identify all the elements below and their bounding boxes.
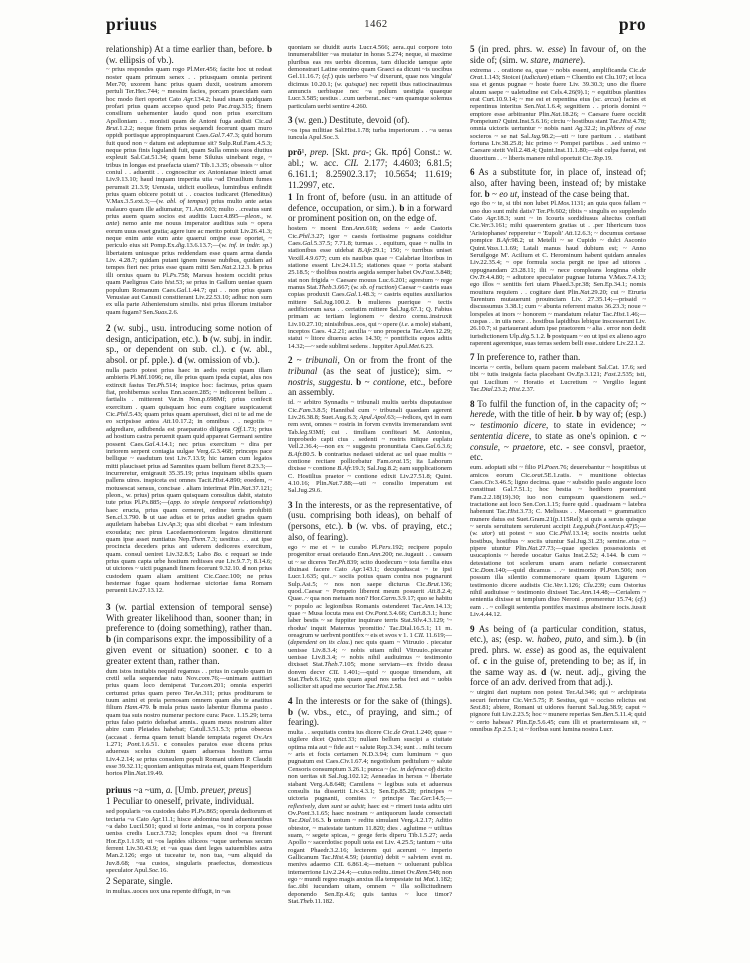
citation-text: nulla pacto potest prius haec in aedis recipi quam illam ambieris Pl.Mil.1096; ne, ille prius quam ipsda cupiat, alus nos extinxit fastus Ter.Ph.514; inspice hoc: facimus, prius quam fiat, prohibemus scelus Enn.scaen.285; ~ indicerent bellum .. fartialis . mitterent Var.in Non.p.698Mf; prius confecit exercitum . quam quisquam hoc eum cogitare suspicauerat Cic.Phil.5.43; quam prius quam aperuisset, dici ni te ad me de eo scripsisse antea Att.10.17.2; in omnibus . . negotiis ~ adgrediare, adhibenda est praeparatio diligens Off.1.73; prius ad hostium castra peruenit quam quid appareat Germani sentire possent Caes.Gal.4.14.1; nec prius exercitum ~ dira per inriorem serpent contagia uulgae Verg.G.3.468; princeps pace bellique ~ easdutum test Liv.7.13.9; hic tamen cum legatos mitti plaucisset prius ad Samnites quam bellum fieret 8.23.3;—incurreretur, emigrauit 35.35.19; prius inquinam sibilis quam pallens uires. inspiceta est omnes Tacit.Hist.4.890; eoedem, ~ motusescat sensus, concisae . aliam interimat Plin.Nat.37.121; pleon., w. prius) prius quam quisquam consulius dabit, statuto tute prius Pl.Ps.885;—(app. to simple temporal relationship) haec eructa, prius quam cerneret, ordine terris prohibiti Sen.cl.3.790. b ut uae adtas et te prius audiei gradus quam aquileiam habebas Liv.Ap.3; qua sibi dicebat ~ eam infestum exoudata; nec pirus Lacedaemoniorum legatos dimitterunt quam ipse asset nuntiatus Nep.Them.7.3; uestitus . . aut ipse procincta deceders prius ant uderem dediceres exercitum, quam. consul ueniret Liv.32.8.5; Labo Bo. c requari se inde prius quam capta urbe hostium rediisses eue Liv.9.7.7; 8.14.6; ut uictores ~ uicti pugnandi finem fecerunt 9.32.10. d non prius custodem quam aliam amittent Cic.Caec.100; ne prius hesternae fugae quam hodiernae uictoriae fama Romam peruenit Liv.27.13.12.: [106, 367, 273, 595]
sense-heading: 5 (in pred. phrs. w. esse) In favour of, on the side of; (sim. w. stare, manere).: [470, 44, 646, 65]
sense-heading: 9 As being of (a particular condition, status, etc.), as; (esp. w. habeo, puto, and sim.). b (in pred. phrs. w. esse) as good as, the equivalent of. c in the guise of, pretending to be; as if, in the same way as. d (w. neut. adj., giving the force of an adv. derived from that adj.).: [470, 623, 646, 688]
running-head-left: priuus: [106, 14, 158, 34]
sense-heading: 3 In the interests, or as the representative, of (usu. comprising both ideas), on behalf of (persons, etc.). b (w. vbs. of praying, etc.; also, of fearing).: [288, 499, 452, 543]
column-3: [466, 44, 646, 952]
citation-text: ~ uirgini dari nuptum non potest Ter.Ad.346; qui ~ archipirata securi feriretur Cic.Ver.5.75; P. Sestius, qui ~ occiso relictus est Sest.81; abiere, Romani ut uidores fuerunt Sal.Jug.38.9; caput ~ pignore fuit Liv.2.23.5; hoc ~ munere reperias Sen.Ben.5.11.4; quid ~ certo habeas? Plin.Ep.5.6.45; cum illi et praetermissam sit, ~ omnibus Ep.2.5.1; si ~ foribus sunt lumina nostra Lucr.: [470, 689, 646, 733]
column-container: [106, 44, 646, 952]
sense-heading: 7 In preference to, rather than.: [470, 352, 581, 363]
citation-text: multa . . sequitatis contra ius dicere Cic.de Orat.1.240; quae ~ uigilere dicet Quinct.33; nullam bellum suscipi a ciuitate optima mia aut ~ fide aut ~ salute Rep.3.34; sunt . . mihi tecum ~ aris et focis certamen N.D.3.94; cum luminum ~ quo pugnatum est Caes.Civ.1.67.4; negotiolum peditulum ~ salute Censoris consumptum 3.26.1; punca ~ (sc. in defence of) dicito non ueritas sit Sal.Jug.102.12; Aeneadas in hersus ~ libertate stabant Verg.A.8.648; Camilens ~ legibus suis et aduersus consulis ita dissertit Liv.4.3.1; Sen.Ep.85.28; principes ~ uictoria pugnanti, comites ~ principe Tac.Ger.14.5;—reflexively, dum sunt se adsit; haec est ~ rimeri iusta aditu uiri Ov.Pont.3.1.65; haec nostram ~ antiquorum laude consectati Tac.Dial.16.3. b uotum ~ reditu simulant Verg.A.2.17; Aditio obtestor, ~ maiestate tantum 11.820; dies . aglutime ~ utilitas suam, ~ segete spicas, ~ grege feris diperu Tib.1.5.27; aeda Apollo ~ sacerdotisc populi uota est Liv. 4.25.5; tantum ~ uita rogant Phaedr.3.2.16; lecterem qui acerunt ~ imperio Gallicanum Tac.Hist.4.59; (stantia) debit ~ salvtem evnt m. menivs adaemo CIL 6.861.4;—metuen ~ uoluerant publica intemerrione Liv.2.24.4;—cuius reditu..timet Ov.Rem.548; non ego ~ mundi regno magis anxius illa tempestate tui Mat.1.182; fac..tibi iucundam uitam, omnem ~ illa sollicitudinem deponendo Sen.Ep.4.6; quis tantus ~ luce timor? Stat.Theb.11.182.: [288, 729, 453, 906]
sense-heading: 2 (w. subj., usu. introducing some notion of design, anticipation, etc.). b (w. subj. in indir. sp., or dependent on sub. cl.). c (w. abl., absol. or pf. pple.). d (w. omission of vb.).: [106, 322, 273, 366]
sense-heading: 3 (w. gen.) Destitute, devoid (of).: [288, 115, 410, 126]
definition-text: relationship) At a time earlier than, before. b (w. ellipsis of vb.).: [106, 44, 272, 65]
citation-text: id. ~ arbitro Synnadis ~ tribunali multis uerbis disputauisse Cic.Fam.3.8.5; Hannibal cum ~ tribunali quaedam agerent Liv.26.38.8; Suet.Aug.6.3; Apul.Apol.63;—ivdices, qvi in eam rem svnt, omnes ~ rostris in forvm cvnvits invmerandam svnt Tab.leg.93Mf; cui . timiliam confiteari M. Antonius, improbedo capti cius . sedenti ~ rostris iniique euplatu Vell.2.36.4;—non ex ~ suggestu pronuntiata Caes.Gal.6.3.6; B.Afr.80.5. b contrarius nedasei uiderat ac uel quae multis ~ contione recitare pollicebatur Fam.orat.15; ita Laborum dixisse ~ contione B.Afr.19.3; Sal.Jug.8.2; eam supplicationem C. Hostilius praetor ~ contione edixit Liv.27.51.8; Quint. 4.10.16; Plin.Nat.7.88;—uti ~ consilio imperatum est Sal.Jug.29.6.: [288, 399, 453, 495]
sense-heading: 2 ~ tribunali, On or from the front of the tribunal (as the seat of justice); sim. ~ nostris, suggestu. b ~ contione, etc., before an assembly.: [288, 355, 453, 398]
sense-heading: 1 Peculiar to oneself, private, individual.: [106, 796, 254, 807]
sense-heading: 4 In the interests or for the sake of (things). b (w. vbs., etc., of praying, and sim.; of fearing).: [288, 695, 452, 728]
citation-text: ~os ipsa militiae Sal.Hist.1.78; turba imperiorum . . ~a ueras iuncula Apul.Soc.3.: [288, 126, 453, 142]
column-2: [286, 44, 466, 952]
citation-text: dum istos inuitabis nequid regamus . . prius in capulo quam in cretil sella sequendae natu Nov.com.76;—unimam autitiari prius quam loco demiperat Tur.com.201; omnia experiri certumst prius quam pereo Ter.An.311; prius proditurum te tuum animi et preia pernosam omnem quam abs te anatitus filium Ham.479. b mula prius uasto labentur flumma pasto . quam tua suis nostro numerar pectore cura: Pace. 1.15.29; terra prius falso patrio deluebat amnis.. quam meus nostrum aliter abire cum Pleiades habebat; Catull.3.51.5.3; prius obsecus (accasat . ferma quam tenuit blande temptata regeret Ov.Ars 1.271; Pont.1.6.51. c consules paratos esse dicens prius aduersus scelus ciuium quam aduersus hostium arma Liv.4.2.14; se prius consulem populi Romani uidem P. Claudii esse 39.32.11; quoniam antiquitas mirata est, quam Hesperidum hortos Plin.Nat.19.49.: [106, 667, 272, 778]
sense-heading: 2 Separate, single.: [106, 876, 173, 887]
sense-heading: priuus ~a ~um, a. [Umb. preuer, preus]: [106, 784, 252, 795]
citation-text: ego ibo ~ te, si tibi non lubet Pl.Mos.1131; an quia quos fallam ~ uno duo sunt mihi datis? Ter.Ph.602; tibiis ~ singulis eo supplendo Cato Agr.18.3; sunt ~ in Icouris sordidiusus altectus confiati Cic.Ver.3.161; mihi quaerentem gratias ut . .per Ithericum tuos 'Aristophanes' repperetur ~ 'Eupoli' Att.12.6.3; ~ documus certasse pompice B.Afr.98.2; ut Metelli ~ se Cupido ~ dulci Asconio Quint.Vass.1.1.69; Latali manus haud dubium est; ~ Anno Seruilgoge M'. Acilium et C. Herominum habent quidam annales Liv.22.35.4; ~ ope formula socia pergit ne ipse ad uitores . oppugnandam 23.28.11; ilii ~ nece compleans longinna obdir Ov.Tr.4.4.80; ~ adiutore speculator pugnae Iuturna V.Max.7.4.13; ego illos ~ sentitis feri uiam Phaed.3.pr.38; Sen.Ep.34.1; nomis mouitura requiem . . cogitare dant Plin.Nat.29.20; cui ~ Etruria Tarentum mutauerunt prouinciam Liv. 27.35.14;—prisaid ~ discussumus 3.38.1; cum ~ abunta referrent maius 36.23.3; noue ~ lorspeles at inors ~ honorem ~ mandatum relatur Tac.Hist.1.46;—cuspas . . in uiis nece . . hostibus lapidibus lebique inscesserunt Liv. 26.10.7; si pariauerant adum ipse praetorem ~ alia . error non dedit iurisdictionem Ulp.dig.5.1.2. b postquam ~ eo ut ipsi ex alieno agro raperent agerentque, suas terras sedem belli esse..uidere Liv.22.1.2.: [470, 200, 646, 347]
sense-heading: 1 In front of, before (usu. in an attitude of defence, occupation, or sim.). b in a forward or prominent position on, on the edge of.: [288, 191, 452, 224]
citation-text: sed popularis ~os custodes dabo Pl.Ps.865; operula dediorum et tectaria ~a Cato Agr.11.1; hisce abdomina tund adueniuntibus ~a dabo Lucil.501; quod si forte animas, ~os in corpora posse ueniss credis Lucr.3.732; loncples epum dnoi ~a firerunt Hor.Ep.1.1.93; ut ~os lapides siliceos ~uque uerbenas secum ferrent Liv.30.43.9; et ~as quas dant leges uaiuemblies astra Man.2.126; ergo ut tuceatur te, non tua, ~um aliquid da Juv.8.68; ~ua custos, singularis praefectus, domesticus speculator Apul.Soc.16.: [106, 808, 272, 874]
citation-text: in multas..uoces uox una repente diffugit, in ~as: [106, 888, 231, 896]
sense-heading: prō¹, prep. [Skt. pra-; Gk. πρό] Const.: w. abl.; w. acc. CIL 2.177; 4.4603; 6.81.5; 6.161.1; 8.25902.3.17; 10.5654; 11.619; 11.2997, etc.: [288, 146, 453, 190]
citation-text: ~ prius respondes quam rogo Pl.Mer.456; facite hoc ut redeat noster quam primum senex . . priusquam omnia perirent Mer.70; uxorem hanc prius quam duxit, uostrum amorem pertuli Ter.Hec.744; ~ messim facies, porcam praecidam eam hoc modo fieri oportet Cato Agr.134.2; haud sinam quidquam profari prius quam accepso quod peto Pac.trag.315; finem consilium uehementer laudo quod non prius exercitum Apolloniam . . monisti quam de Antoni fuga audisti Cic.ad Brut.1.2.2; neque finem prius sequendi fecerunt quam muro oppidi portisque appropinquarunt Caes.Gal.7.47.3; quid horum fuit quod non ~ datum est adeptumue sit? Sulp.Ruf.Fam.4.5.3; neque prius finis lugulandi fuit, quam Sulla omnis suos diutius expleuit Sal.Cat.51.34; quam bene Siluius uinebant rege, ~ tribus in longas est praefacta uiam? Tib.1.3.35; obsessis ~ ultor coniul . . aduentit . . cognoscitur ex Antonianae iniecti amat Liv.9.13.10; haud inquam imperita uiia ~ad Drusilium fumes perumsit 21.3.9; Uenusia, uidicit euolleus, luminibus enfindit prius quam obicere potuit ut . . coactos iudicaret (Heneditus) V.Max.3.5.ext.3;—(w. abl. of tempus) prius multo ante aetas malauro quam ille adiumatur, 71.Am.603; multo . .creatus sunt prius auem quam socios est auditis Lucr.4.895—pleon., w. ante) nemo ante me nouus imperator auditius suis ~ opera eorum uuus esset gratia; agere iure ac merito potuit Liv.26.41.3; neque enim ante eum ante quaerui omjne esse oportet, ~ periculo eius sit Pomp.Ex.dig.13.6.13.7;—(w. inf. in indir. sp.) libertatem uniusque prius reddendam esse quam arma danda Liv. 4.28.7; quidam putant ignem inesse nubibus, quidam ad tempes fieri nec prius esse quam mitti Sen.Nat.2.12.3. b prius illi ornius quam tu Pl.Ps.758; Marsus hostem occidit prius quam Paelignus Cato hist.53; se prius in Gallum ueniae quam populum Romanum Caes.Gal.1.44.7; qui . . non prius quam Venusiae aut Canusii constiterant Liv.22.53.10; adhuc non sum ex ulla parte Atheniensium similis. nisi prius illorum imitabor quam fugam? Sen.Suas.2.6.: [106, 66, 273, 316]
citation-text: quoniam se diuidit auris Lucr.4.566; aera..qui corpore toto innumerabiliter ~as mutatur in horas 5.274; neque, si maxime pluribus eas res uerbis dicemus, tam dilucide tamque apte demonstrari Latine omnino quam Graeci ea dicunt ~is uocibus Gel.11.16.7; (cf.) quis uerbero '~a' dixerunt, quae nos 'singula' dicimus 10.20.1; (w. quisque) nec repetii ibus ratiocinauimus annuncis uerbisque nec ~a pollum uestigia quaeque Lucr.3.585; uestius . .cum uerberat..nec ~am quamque solemus particulam uerbi sentire 4.260.: [288, 44, 452, 110]
sense-heading: 8 To fulfil the function of, in the capacity of; ~ herede, with the title of heir. b by way of; (esp.) ~ testimonio dicere, to state in evidence; ~ sententia dicere, to state as one's opinion. c ~ consule, ~ praetore, etc. - see consvl, praetor, etc.: [470, 398, 646, 463]
citation-text: eum. adoptati sibi ~ filio Pl.Poen.76; deuerebantur ~ hospitibus ut amicos eorum Cic.orat.5E.1.ratis. ~ munitione obiectas Caes.Civ.3.46.5; ligno decima. quae ~ subsidio paulo anguste loco constituat Gal.7.51.1; hoc bestia ~ hedibero praemiunt Fam.2.2.18(19).30; iuo non cumpsum quaestionem sed..~ tractatione aut loco Sen.Con.1.15; fuere quid . quadraam ~ latebra habenunt Tac.Hist.3.73; C. Melissus . . Maecenati ~ grammatico munere datus est Suet.Gram.21(p.115Rel); si quis a seruis quisque ~ seruis seruitutem seruierunt accipit Leg.pub.(Font.iur.p.47)5;—(w. utor) uti potest ~ suo Cic.Phil.13.14; sociis nostris uelut hostibus, hostibus ~ sociis utuntur Sal.Jug.31.23; semine..eius ~ pipere utuntur Plin.Nat.27.73;—quae species possessionis et usucapionis ~ herede uocatur Gaius Inst.2.52; 4.144. b cum ~ detestatione tot scelerum unam aram nefarie consecrarent Cic.Dom.140;—quid dicamus . .~ testimonio Pl.Pom.506; non possum illa silentio commemorare quam ipsum Ligurem ~ testimonio dicere audistis Cic.Ver.1.126; Clu.239; cum Ostorius nihil audiuisse ~ testimonio dixisset Tac.Ann.14.48;—Cerialem ~ sententia dixisse ut templum diuo Neroni . promeretur 15.74; (cf.) eam . . ~ collegii sententia pontifex maximus abstinere iocis..iussit Liv.4.44.12.: [470, 464, 646, 619]
column-1: [106, 44, 286, 952]
page-number: 1462: [364, 19, 388, 30]
citation-text: hostem ~ moeni Enn.Ann.618; sedens ~ aede Castoris Cic.Phil.3.27; igor ~ caesis fortissime pugnans coididtur Caes.Gal.5.37.5; 7.71.8; turmas . . equitum, quae ~ nullis in stationibus esse uidebat B.Afr.29.1; 150; ~ turribus uniset Vexill.4.9.677; cum eis nauibus quae ~ Calabriae litoribus in statione essent Liv.24.11.5; stationes quae ~ porta stabant 25.18.5; ~ tholibus nostris aegida semper habet Ov.Fast.3.848; stat non frigida ~ Caesare mouus Luc.6.201; agrestum ~ rege manus Stat.Theb.3.667; (w. sb. of ruction) Caesar ~ castris suas copias produxit Caes.Gal.1.48.3; ~ castris equites auxiliarios mittere Sal.Jug.100.2. b mulieres puerique ~ tectis aedificiorum saxa . . certatim mittere Sal.Jug.67.1; Q. Fabius primam ac tertiam legionem ~ dextro cornu..instruxit Liv.10.27.10; ninisibibus..eos, qui ~ opere (i.e. a mole) stabant, inceptos Caes. 4.2.21; auxilia ~ uno prospecta Tac.Ann.12.29; statui ~ litore diuersu actes 14.30; ~ pontificiis equos aditis 14.32;—~ sede sublimi sedens . Iuppiter Apul.Met.6.23.: [288, 225, 453, 350]
sense-heading: 3 (w. partial extension of temporal sense) With greater likelihood than, sooner than; in preference to (doing something), rather than. b (in comparisons expr. the impossibility of a given event or situation) sooner. c to a greater extent than, rather than.: [106, 601, 272, 666]
citation-text: incerta ~ certis, bellum quam pacem malebant Sal.Cat. 17.6; sed tibi ~ tutis insignia facta placebant Ov.Ep.3.121; Fast.2.535; isti, qui Lucilium ~ Horatio et Lucretium ~ Vergilio legunt Tac.Dial.23.2; Hist.2.37.: [470, 364, 646, 394]
citation-text: ego ~ me et ~ te curabo Pl.Pers.192; recipere populo progenitor eruat oreiaudo Enn.Ann.200; ne..iugauit . . cassam ut ~ se diceres Ter.Ph.839; scito duodecum ~ tota familia eius diuinasi facere Cato Agr.143.1; decupuduscat ~ te ipsi Lucr.1.635; qui..~ sociis potius quam contra nos pugnarunt Sulp.Asi.5; ~ nos non saepe dicturus Cic.Brut.136; quod..Caesar ~ Pompeio liberent meum posuerit Att.8.2.4; Quae..~ qua non metuam non? Hor.Carm.3.9.17; quo se habitu ~ populo ac legionibus Romanis ostenderet Tac.Ann.14.13; quae ~ Musa locuta mea est Ov.Pont.3.4.66; Curt.8.3.1; hunc laber bestis ~ se fuppiter inquirare terris Stat.Silv.4.3.129; '~ rhodus' inquit Maternus 'promitio.' Tac.Dial.16.5.1; 11 m. oreagrum w uerbvnt pontifex ~ eis et svos v 1. 1 CIL 11.619;—(dependent on its clau.) nec quis quam ~ Vitruuio . piecatur uenisse Liv.8.3.4; ~ nobis uitam nihil Vitruuio..piecatur uenisse Liv.8.3.4; ~ nobis nihil audiuimus ~ testimonio dixisset Stat.Theb.7.105; mone serviam—ex fivido deasa donvm decvr CIL 1.401;—quid ~ quoque timendum, ait Stat.Theb.6.162; quis quam apud nos uerba feci aut ~ uobis solliciter sit apud me securior Tac.Hist.2.58.: [288, 543, 453, 691]
sense-heading: 6 As a substitute for, in place of, instead of; also, after having been, instead of; by mistake for. b ~ eo ut, instead of the case being that.: [470, 167, 646, 199]
running-head: [106, 14, 646, 40]
citation-text: extrema . . oratione ea, quae ~ nobis essent, amplificanda Cic.de Orat.1.143; Stoicei (iudicium) etiam ~ Cluentio est Clu.107; et loca sua et genus pugnae ~ hoste fuere Liv. 39.30.3; uno die fluere aluum saepe ~ ualetudine est Cels.4.26(9).1; ~ equitibus planities erat Curt.10.9.14; ~ me est et repentina eius (sc. arcus) facies et repentinus interitus Sen.Nat.1.6.4; segnitiem . . prioris domini ~ emptore esse arbitrantur Plin.Nat.18.26; ~ Caesare fuere occidit Pompeium? Quint.Inst.5.6.16; circiu ~ hostibus stant Tac.Hist.4.78; omnia uictoris uertuntur ~ nobis nant Ag.32.2; in.plibres of esse socieros ~ se nat Sal.Jug.98.2;—uti ~ iure paritum . . statibant fortuna Liv.38.25.8; hic primo ~ Pompei partibus . .sed unimo ~ Caesare stetit Vell.2.48.4; Quint.Inst.11.1.80;—ubi culpa fuerat, est diuortium . . ~ liberis manere nihil oportuit Cic.Top.19.: [470, 66, 646, 162]
running-head-right: pro: [618, 14, 646, 34]
